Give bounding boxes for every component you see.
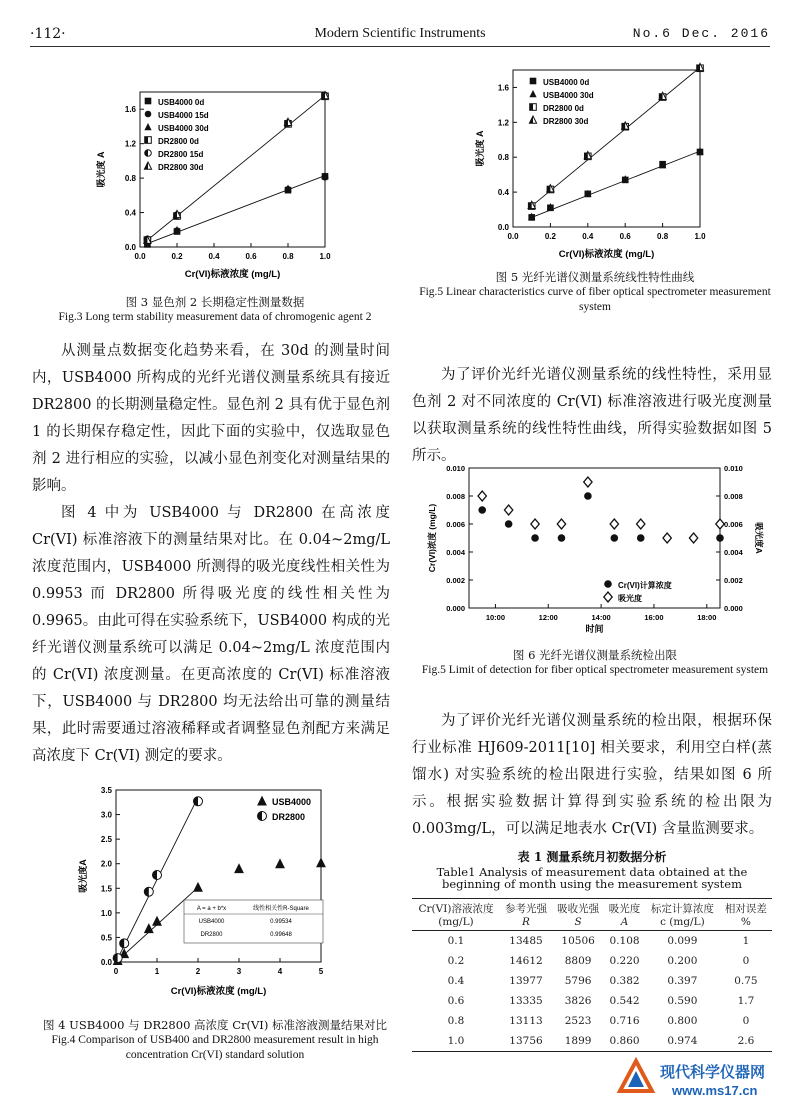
- table1-header-5: 相对误差 %: [724, 902, 767, 928]
- data-point: [584, 492, 592, 500]
- data-point: [637, 534, 645, 542]
- legend-marker: [145, 150, 152, 157]
- x-tick-label: 18:00: [697, 613, 717, 622]
- data-point: [120, 939, 129, 948]
- table-cell: 1.0: [447, 1034, 465, 1047]
- x-tick-label: 12:00: [538, 613, 558, 622]
- data-point: [637, 519, 645, 529]
- table-cell: 2523: [564, 1014, 592, 1027]
- legend-label: USB4000 0d: [158, 98, 205, 107]
- plot-frame: [513, 70, 700, 227]
- x-tick-label: 0.0: [507, 232, 519, 241]
- legend-marker: [604, 592, 612, 602]
- y-tick-label: 2.0: [100, 859, 112, 869]
- y-tick-label: 0.0: [100, 958, 112, 967]
- y-tick-label: 1.5: [100, 884, 112, 894]
- x-tick-label: 16:00: [644, 613, 664, 622]
- y-axis-label: Cr(VI)浓度 (mg/L): [427, 503, 437, 573]
- legend-marker: [604, 580, 612, 588]
- x-tick-label: 0.6: [619, 232, 631, 241]
- fig5-chart: [475, 62, 715, 272]
- legend-label: USB4000 30d: [158, 124, 209, 133]
- inset-cell: 0.99648: [270, 932, 292, 938]
- y-tick-label: 0.006: [446, 520, 465, 529]
- fig6-chart: [425, 460, 775, 640]
- table-row: [412, 1011, 772, 1031]
- legend-label: 吸光度: [618, 594, 642, 603]
- legend-marker: [144, 123, 151, 130]
- left-paragraph-1: 从测量点数据变化趋势来看，在 30d 的测量时间内，USB4000 所构成的光纤光谱仪测量系统具有接近 DR2800 的长期测量稳定性。显色剂 2 具有优于显色剂 1 的长期保存稳定性，因此下面的实验中，仅选取显色剂 2 进行相应的实验，以减小显色剂变化对测量结果的影响。: [32, 343, 390, 494]
- data-point: [557, 519, 565, 529]
- x-axis-label: Cr(VI)标液浓度 (mg/L): [170, 986, 267, 997]
- y-tick-label: 2.5: [100, 835, 112, 845]
- left-paragraph-2: 图 4 中为 USB4000 与 DR2800 在高浓度 Cr(VI) 标准溶液下的测量结果对比。在 0.04~2mg/L 浓度范围内，USB4000 所测得的吸光度线性相关性为 0.9953 而 DR2800 所得吸光度的线性相关性为 0.9965。由此可得在实验系统下，USB4000 构成的光纤光谱仪测量系统可以满足 0.04~2mg/L 浓度范围内的 Cr(VI) 浓度测量。在更高浓度的 Cr(VI) 标准溶液下，USB4000 与 DR2800 均无法给出可靠的测量结果，此时需要通过溶液稀释或者调整显色剂配方来满足高浓度下 Cr(VI) 测定的要求。: [32, 505, 390, 764]
- y2-tick-label: 0.000: [724, 604, 743, 613]
- x-tick-label: 1.0: [694, 232, 706, 241]
- data-point: [194, 797, 203, 806]
- table-cell: 0.200: [667, 954, 698, 967]
- y-tick-label: 1.2: [497, 118, 509, 128]
- fig4-caption: [30, 1018, 400, 1063]
- y-tick-label: 0.0: [497, 223, 509, 232]
- x-tick-label: 2: [195, 967, 201, 976]
- x-tick-label: 0.0: [134, 252, 146, 261]
- table-cell: 13335: [509, 994, 543, 1007]
- table-cell: 0.974: [667, 1034, 698, 1047]
- table1-header-4: 标定计算浓度 c (mg/L): [650, 902, 714, 928]
- fig4-inset-table: [184, 900, 323, 943]
- y-tick-label: 1.2: [124, 139, 136, 149]
- data-point: [478, 506, 486, 514]
- data-point: [611, 534, 619, 542]
- fig5-caption: [410, 270, 780, 315]
- x-tick-label: 1.0: [319, 252, 331, 261]
- x-tick-label: 0.4: [208, 252, 220, 261]
- table-cell: 8809: [564, 954, 592, 967]
- x-tick-label: 0.2: [544, 232, 556, 241]
- table-cell: 13977: [509, 974, 543, 987]
- table-cell: 0.860: [609, 1034, 640, 1047]
- page-number: ·112·: [30, 26, 66, 42]
- right-text-1: [412, 362, 772, 470]
- table1-header-0: Cr(VI)溶液浓度 (mg/L): [418, 902, 494, 928]
- table-cell: 3826: [564, 994, 592, 1007]
- logo-mark-icon: [620, 1061, 652, 1091]
- table-cell: 1.7: [737, 994, 755, 1007]
- plot-frame: [469, 468, 720, 608]
- x-tick-label: 0.4: [582, 232, 594, 241]
- table-cell: 0.382: [609, 974, 640, 987]
- site-logo: [610, 1053, 780, 1103]
- y-tick-label: 0.010: [446, 464, 465, 473]
- fig3-caption-en: Fig.3 Long term stability measurement data of chromogenic agent 2: [58, 310, 372, 323]
- table-cell: 0.1: [447, 934, 465, 947]
- table1: [412, 850, 772, 1052]
- table-cell: 1: [742, 934, 750, 947]
- legend-label: Cr(VI)计算浓度: [618, 581, 672, 590]
- fig6-caption: [410, 648, 780, 678]
- inset-header: A = a + b*x: [196, 906, 227, 912]
- legend-marker: [529, 90, 536, 97]
- table-cell: 0.2: [447, 954, 465, 967]
- data-point: [610, 519, 618, 529]
- x-tick-label: 14:00: [591, 613, 611, 622]
- left-text: [32, 338, 390, 770]
- right-paragraph-2: 为了评价光纤光谱仪测量系统的检出限，根据环保行业标准 HJ609-2011[10] 相关要求，利用空白样(蒸馏水) 对实验系统的检出限进行实验，结果如图 6 所示。根据实验数据计算得到实验系统的检出限为 0.003mg/L，可以满足地表水 Cr(VI) 含量监测要求。: [412, 713, 772, 837]
- y-tick-label: 0.4: [497, 188, 509, 198]
- table-cell: 0.716: [609, 1014, 640, 1027]
- legend-label: USB4000 15d: [158, 111, 209, 120]
- x-axis-label: Cr(VI)标液浓度 (mg/L): [184, 269, 281, 280]
- table-cell: 13485: [509, 934, 543, 947]
- x-tick-label: 0: [113, 967, 119, 976]
- y-tick-label: 1.6: [497, 83, 509, 93]
- y-tick-label: 0.000: [446, 604, 465, 613]
- inset-cell: 0.99534: [270, 919, 292, 925]
- legend-marker: [530, 104, 537, 111]
- y-tick-label: 1.6: [124, 105, 136, 115]
- series-1: [478, 477, 724, 543]
- logo-url: www.ms17.cn: [672, 1083, 758, 1098]
- header-rule: [30, 46, 770, 47]
- y2-tick-label: 0.010: [724, 464, 743, 473]
- y-axis-label: 吸光度A: [78, 859, 88, 893]
- table-cell: 13756: [509, 1034, 543, 1047]
- y-tick-label: 0.008: [446, 492, 465, 501]
- data-point: [144, 923, 154, 933]
- y2-axis-label: 吸光度A: [754, 522, 764, 554]
- series-0: [144, 173, 328, 248]
- legend-label: USB4000: [272, 797, 312, 807]
- table-cell: 0.099: [667, 934, 698, 947]
- data-point: [193, 882, 203, 892]
- y-tick-label: 0.002: [446, 576, 465, 585]
- table-cell: 2.6: [737, 1034, 755, 1047]
- table-cell: 0.75: [734, 974, 758, 987]
- fig4-chart: [76, 782, 346, 1012]
- table-cell: 0.6: [447, 994, 465, 1007]
- legend-label: DR2800 0d: [543, 104, 584, 113]
- legend-label: DR2800 30d: [158, 163, 204, 172]
- inset-cell: DR2800: [200, 932, 223, 938]
- data-point: [504, 505, 512, 515]
- data-point: [316, 857, 326, 867]
- table-cell: 5796: [564, 974, 592, 987]
- fig3-caption: [30, 295, 400, 325]
- table-row: [412, 971, 772, 991]
- table1-title-en: Table1 Analysis of measurement data obtained at the beginning of month using the measurement system: [436, 864, 748, 891]
- y-tick-label: 0.8: [497, 153, 509, 163]
- data-point: [234, 863, 244, 873]
- table-row: [412, 1031, 772, 1052]
- x-tick-label: 4: [277, 967, 283, 976]
- table-cell: 0.590: [667, 994, 698, 1007]
- series-0: [478, 492, 723, 542]
- legend-label: DR2800 0d: [158, 137, 199, 146]
- fit-line: [532, 151, 700, 217]
- legend-marker: [257, 796, 267, 806]
- table1-header-3: 吸光度 A: [608, 902, 641, 928]
- table-row: [412, 951, 772, 971]
- x-tick-label: 0.6: [245, 252, 257, 261]
- table-cell: 0.542: [609, 994, 640, 1007]
- x-tick-label: 1: [154, 967, 160, 976]
- legend-marker: [530, 78, 537, 85]
- data-point: [716, 534, 724, 542]
- inset-header: 线性相关性R-Square: [253, 906, 309, 912]
- table-cell: 1899: [564, 1034, 592, 1047]
- fig3-chart: [90, 82, 350, 292]
- y-tick-label: 1.0: [100, 908, 112, 918]
- x-tick-label: 5: [318, 967, 324, 976]
- table1-grid: [412, 898, 772, 1052]
- data-point: [144, 887, 153, 896]
- table-cell: 0.220: [609, 954, 640, 967]
- y-tick-label: 3.5: [100, 786, 112, 795]
- table1-header-1: 参考光强 R: [505, 902, 547, 928]
- fig5-caption-cn: 图 5 光纤光谱仪测量系统线性特性曲线: [495, 270, 695, 284]
- table-cell: 0.108: [609, 934, 640, 947]
- y2-tick-label: 0.006: [724, 520, 743, 529]
- y-tick-label: 0.4: [124, 208, 136, 218]
- fig5-caption-en: Fig.5 Linear characteristics curve of fiber optical spectrometer measurement system: [419, 285, 771, 313]
- logo-name: 现代科学仪器网: [660, 1064, 766, 1081]
- series-0: [528, 149, 703, 221]
- journal-title: Modern Scientific Instruments: [314, 26, 486, 41]
- y-tick-label: 3.0: [100, 810, 112, 820]
- table-row: [412, 991, 772, 1011]
- fig6-caption-en: Fig.5 Limit of detection for fiber optical spectrometer measurement system: [421, 663, 769, 676]
- table-cell: 0: [742, 1014, 750, 1027]
- table-row: [412, 930, 772, 951]
- fig3-caption-cn: 图 3 显色剂 2 长期稳定性测量数据: [125, 295, 305, 309]
- x-axis-label: Cr(VI)标液浓度 (mg/L): [558, 249, 655, 260]
- data-point: [663, 533, 671, 543]
- y-tick-label: 0.5: [100, 933, 112, 943]
- legend-marker: [529, 116, 536, 123]
- data-point: [689, 533, 697, 543]
- legend-marker: [145, 137, 152, 144]
- data-point: [584, 477, 592, 487]
- x-tick-label: 3: [236, 967, 242, 976]
- data-point: [152, 916, 162, 926]
- legend-label: DR2800 30d: [543, 117, 589, 126]
- table-cell: 0.8: [447, 1014, 465, 1027]
- fig4-caption-cn: 图 4 USB4000 与 DR2800 高浓度 Cr(VI) 标准溶液测量结果对比: [43, 1018, 387, 1032]
- x-axis-label: 时间: [585, 624, 604, 634]
- fig4-caption-en: Fig.4 Comparison of USB400 and DR2800 measurement result in high concentration Cr(VI) standard solution: [51, 1033, 379, 1061]
- y-tick-label: 0.0: [124, 243, 136, 252]
- inset-cell: USB4000: [198, 919, 225, 925]
- table-cell: 0: [742, 954, 750, 967]
- y2-tick-label: 0.008: [724, 492, 743, 501]
- x-tick-label: 0.2: [171, 252, 183, 261]
- legend-label: DR2800: [272, 812, 306, 822]
- data-point: [153, 871, 162, 880]
- legend-label: DR2800 15d: [158, 150, 204, 159]
- data-point: [478, 491, 486, 501]
- data-point: [558, 534, 566, 542]
- table-cell: 0.397: [667, 974, 698, 987]
- y-axis-label: 吸光度 A: [96, 151, 106, 188]
- y-tick-label: 0.004: [446, 548, 465, 557]
- data-point: [531, 534, 539, 542]
- legend-marker: [145, 98, 152, 105]
- fit-line: [532, 67, 700, 206]
- y-axis-label: 吸光度 A: [475, 130, 485, 167]
- table-cell: 13113: [509, 1014, 543, 1027]
- y2-tick-label: 0.004: [724, 548, 743, 557]
- data-point: [113, 954, 122, 963]
- x-tick-label: 0.8: [282, 252, 294, 261]
- legend-marker: [258, 812, 267, 821]
- x-tick-label: 0.8: [657, 232, 669, 241]
- data-point: [275, 858, 285, 868]
- table1-title-cn: 表 1 测量系统月初数据分析: [517, 850, 667, 864]
- data-point: [716, 519, 724, 529]
- x-tick-label: 10:00: [485, 613, 506, 622]
- table1-header-2: 吸收光强 S: [557, 902, 600, 928]
- table-cell: 0.800: [667, 1014, 698, 1027]
- right-paragraph-1: 为了评价光纤光谱仪测量系统的线性特性，采用显色剂 2 对不同浓度的 Cr(VI) 标准溶液进行吸光度测量以获取测量系统的线性特性曲线，所得实验数据如图 5 所示。: [412, 367, 772, 464]
- legend-label: USB4000 30d: [543, 91, 594, 100]
- legend-label: USB4000 0d: [543, 78, 590, 87]
- right-text-2: [412, 708, 772, 843]
- table-cell: 14612: [509, 954, 543, 967]
- fig6-caption-cn: 图 6 光纤光谱仪测量系统检出限: [512, 648, 678, 662]
- table-cell: 0.4: [447, 974, 465, 987]
- legend-marker: [145, 111, 152, 118]
- y2-tick-label: 0.002: [724, 576, 743, 585]
- data-point: [505, 520, 513, 528]
- y-tick-label: 0.8: [124, 174, 136, 184]
- data-point: [531, 519, 539, 529]
- legend-marker: [144, 162, 151, 169]
- table-cell: 10506: [561, 934, 595, 947]
- issue-info: No.6 Dec. 2016: [632, 26, 770, 41]
